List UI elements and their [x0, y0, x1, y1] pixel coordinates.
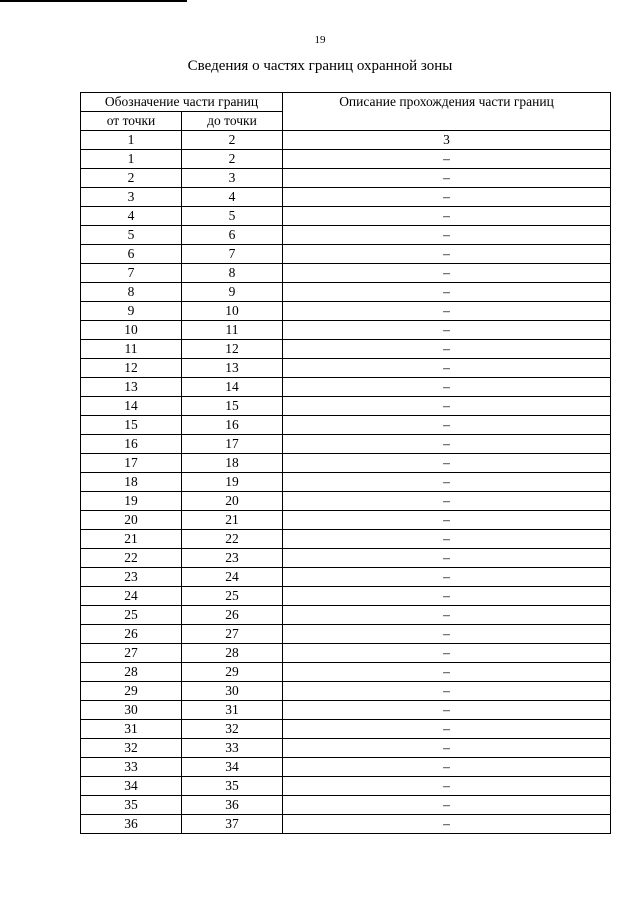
column-number-row — [81, 131, 611, 150]
table-row — [81, 511, 611, 530]
cell-to-point: 6 — [182, 226, 283, 245]
cell-from-point: 16 — [81, 435, 182, 454]
table-row — [81, 815, 611, 834]
cell-from-point: 29 — [81, 682, 182, 701]
cell-from-point: 26 — [81, 625, 182, 644]
cell-from-point: 6 — [81, 245, 182, 264]
cell-from-point: 4 — [81, 207, 182, 226]
cell-from-point: 8 — [81, 283, 182, 302]
cell-to-point: 25 — [182, 587, 283, 606]
cell-description: – — [283, 511, 611, 530]
cell-to-point: 14 — [182, 378, 283, 397]
cell-description: – — [283, 435, 611, 454]
table-row — [81, 207, 611, 226]
column-number: 1 — [81, 131, 182, 150]
cell-from-point: 35 — [81, 796, 182, 815]
cell-description: – — [283, 758, 611, 777]
cell-description: – — [283, 302, 611, 321]
column-number: 2 — [182, 131, 283, 150]
table-row — [81, 359, 611, 378]
table-row — [81, 682, 611, 701]
cell-from-point: 30 — [81, 701, 182, 720]
cell-to-point: 29 — [182, 663, 283, 682]
top-rule-line — [0, 0, 187, 2]
cell-to-point: 5 — [182, 207, 283, 226]
cell-to-point: 23 — [182, 549, 283, 568]
cell-from-point: 33 — [81, 758, 182, 777]
cell-from-point: 22 — [81, 549, 182, 568]
cell-from-point: 28 — [81, 663, 182, 682]
cell-from-point: 36 — [81, 815, 182, 834]
cell-from-point: 9 — [81, 302, 182, 321]
cell-description: – — [283, 530, 611, 549]
cell-description: – — [283, 625, 611, 644]
cell-from-point: 5 — [81, 226, 182, 245]
column-number: 3 — [283, 131, 611, 150]
cell-from-point: 10 — [81, 321, 182, 340]
cell-from-point: 7 — [81, 264, 182, 283]
cell-to-point: 27 — [182, 625, 283, 644]
cell-from-point: 23 — [81, 568, 182, 587]
cell-to-point: 37 — [182, 815, 283, 834]
cell-to-point: 10 — [182, 302, 283, 321]
boundary-parts-table — [80, 92, 611, 834]
cell-to-point: 21 — [182, 511, 283, 530]
cell-to-point: 9 — [182, 283, 283, 302]
table-row — [81, 796, 611, 815]
table-row — [81, 226, 611, 245]
cell-description: – — [283, 245, 611, 264]
cell-description: – — [283, 777, 611, 796]
table-row — [81, 264, 611, 283]
cell-to-point: 18 — [182, 454, 283, 473]
cell-to-point: 26 — [182, 606, 283, 625]
cell-to-point: 16 — [182, 416, 283, 435]
cell-from-point: 14 — [81, 397, 182, 416]
table-row — [81, 492, 611, 511]
cell-to-point: 30 — [182, 682, 283, 701]
table-row — [81, 169, 611, 188]
page-number: 19 — [314, 34, 326, 46]
table-row — [81, 340, 611, 359]
cell-description: – — [283, 397, 611, 416]
cell-description: – — [283, 701, 611, 720]
cell-description: – — [283, 663, 611, 682]
cell-to-point: 32 — [182, 720, 283, 739]
cell-description: – — [283, 378, 611, 397]
cell-description: – — [283, 587, 611, 606]
cell-to-point: 34 — [182, 758, 283, 777]
table-row — [81, 758, 611, 777]
table-row — [81, 435, 611, 454]
table-row — [81, 321, 611, 340]
cell-description: – — [283, 416, 611, 435]
table-row — [81, 397, 611, 416]
cell-to-point: 33 — [182, 739, 283, 758]
cell-description: – — [283, 340, 611, 359]
cell-description: – — [283, 473, 611, 492]
cell-to-point: 4 — [182, 188, 283, 207]
table-row — [81, 625, 611, 644]
table-header — [81, 93, 611, 150]
cell-from-point: 24 — [81, 587, 182, 606]
cell-description: – — [283, 796, 611, 815]
cell-description: – — [283, 226, 611, 245]
cell-from-point: 3 — [81, 188, 182, 207]
table-row — [81, 530, 611, 549]
table-row — [81, 416, 611, 435]
cell-from-point: 34 — [81, 777, 182, 796]
cell-to-point: 11 — [182, 321, 283, 340]
cell-to-point: 8 — [182, 264, 283, 283]
cell-description: – — [283, 720, 611, 739]
cell-from-point: 12 — [81, 359, 182, 378]
table-row — [81, 245, 611, 264]
cell-description: – — [283, 682, 611, 701]
cell-from-point: 13 — [81, 378, 182, 397]
cell-to-point: 31 — [182, 701, 283, 720]
table-row — [81, 473, 611, 492]
cell-description: – — [283, 169, 611, 188]
table-row — [81, 644, 611, 663]
cell-to-point: 28 — [182, 644, 283, 663]
cell-from-point: 21 — [81, 530, 182, 549]
cell-from-point: 11 — [81, 340, 182, 359]
cell-from-point: 27 — [81, 644, 182, 663]
cell-from-point: 20 — [81, 511, 182, 530]
cell-from-point: 1 — [81, 150, 182, 169]
cell-description: – — [283, 207, 611, 226]
cell-description: – — [283, 188, 611, 207]
cell-to-point: 2 — [182, 150, 283, 169]
header-from-point: от точки — [81, 112, 182, 131]
cell-description: – — [283, 454, 611, 473]
table-row — [81, 568, 611, 587]
cell-to-point: 3 — [182, 169, 283, 188]
cell-description: – — [283, 359, 611, 378]
cell-description: – — [283, 150, 611, 169]
cell-to-point: 20 — [182, 492, 283, 511]
cell-description: – — [283, 644, 611, 663]
table-row — [81, 720, 611, 739]
table-body — [81, 150, 611, 834]
cell-description: – — [283, 321, 611, 340]
cell-to-point: 35 — [182, 777, 283, 796]
table-row — [81, 188, 611, 207]
table-row — [81, 283, 611, 302]
table-row — [81, 739, 611, 758]
table-row — [81, 454, 611, 473]
table-row — [81, 777, 611, 796]
page-title: Сведения о частях границ охранной зоны — [187, 58, 453, 74]
cell-to-point: 13 — [182, 359, 283, 378]
cell-to-point: 15 — [182, 397, 283, 416]
table-row — [81, 150, 611, 169]
cell-description: – — [283, 264, 611, 283]
cell-to-point: 17 — [182, 435, 283, 454]
header-to-point: до точки — [182, 112, 283, 131]
cell-from-point: 2 — [81, 169, 182, 188]
table-row — [81, 378, 611, 397]
table-row — [81, 701, 611, 720]
header-boundary-description: Описание прохождения части границ — [283, 93, 611, 131]
cell-from-point: 15 — [81, 416, 182, 435]
cell-description: – — [283, 568, 611, 587]
cell-from-point: 17 — [81, 454, 182, 473]
table-row — [81, 587, 611, 606]
cell-from-point: 32 — [81, 739, 182, 758]
table-row — [81, 549, 611, 568]
table-row — [81, 663, 611, 682]
cell-description: – — [283, 283, 611, 302]
cell-from-point: 31 — [81, 720, 182, 739]
table-row — [81, 606, 611, 625]
cell-description: – — [283, 606, 611, 625]
cell-description: – — [283, 815, 611, 834]
cell-to-point: 24 — [182, 568, 283, 587]
cell-description: – — [283, 739, 611, 758]
cell-to-point: 7 — [182, 245, 283, 264]
cell-description: – — [283, 549, 611, 568]
cell-from-point: 18 — [81, 473, 182, 492]
cell-description: – — [283, 492, 611, 511]
cell-to-point: 12 — [182, 340, 283, 359]
table-row — [81, 302, 611, 321]
cell-to-point: 19 — [182, 473, 283, 492]
cell-from-point: 19 — [81, 492, 182, 511]
cell-to-point: 36 — [182, 796, 283, 815]
cell-from-point: 25 — [81, 606, 182, 625]
header-boundary-designation: Обозначение части границ — [81, 93, 283, 112]
cell-to-point: 22 — [182, 530, 283, 549]
